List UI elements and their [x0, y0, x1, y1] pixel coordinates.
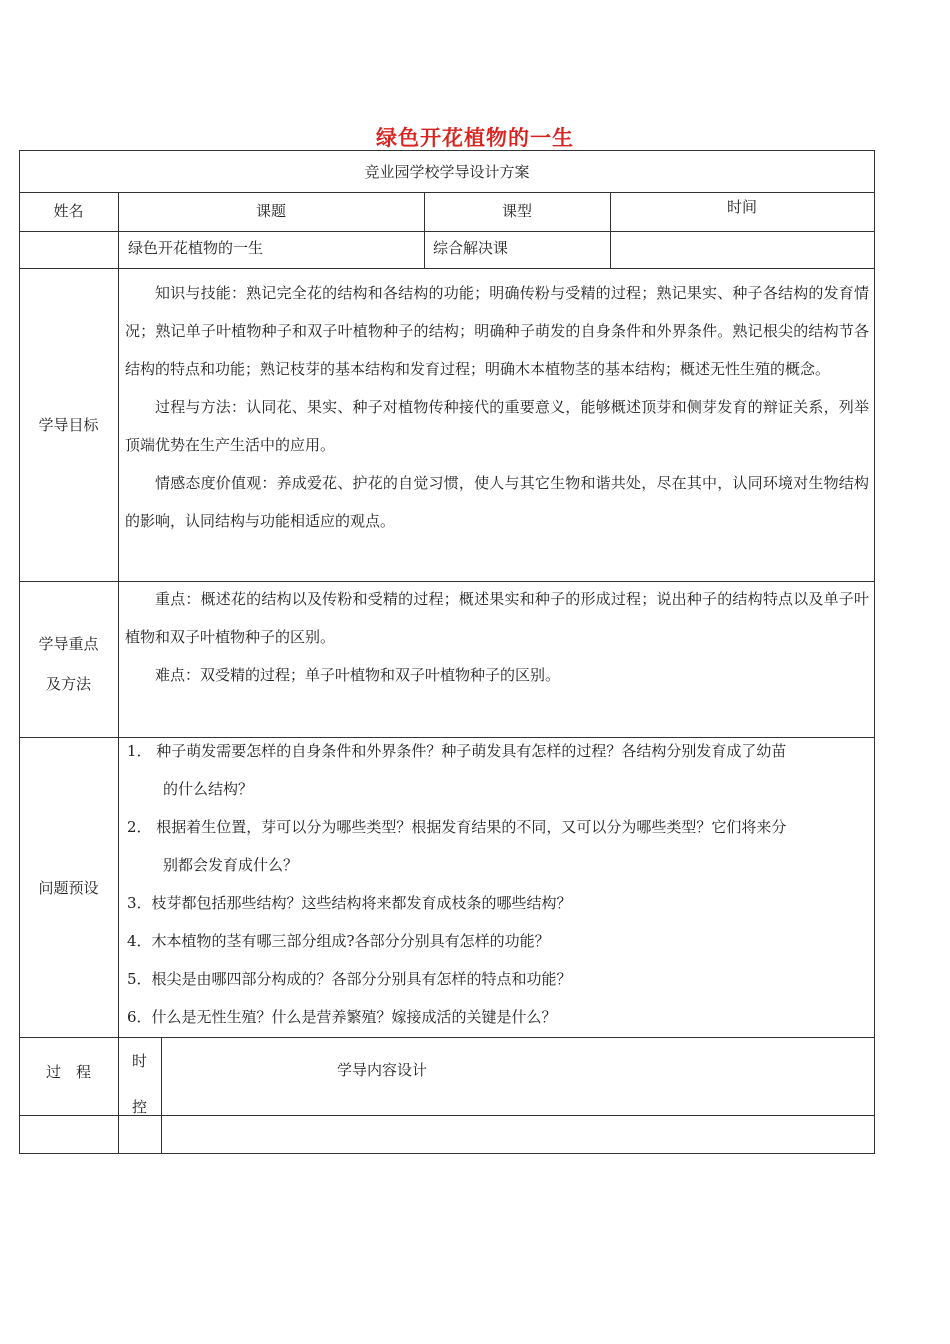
key-points-label-line2: 及方法 [45, 675, 91, 693]
questions-label: 问题预设 [38, 878, 99, 897]
type-value: 综合解决课 [433, 239, 509, 257]
question-item: 6．什么是无性生殖？什么是营养繁殖？嫁接成活的关键是什么？ [127, 1008, 557, 1026]
name-value-cell [19, 231, 118, 268]
objective-process: 过程与方法：认同花、果实、种子对植物传种接代的重要意义，能够概述顶芽和侧芽发育的辩证关系，列举顶端优势在生产生活中的应用。 [125, 398, 869, 454]
question-item: 4．木本植物的茎有哪三部分组成?各部分分别具有怎样的功能？ [127, 932, 550, 950]
content-empty-cell [161, 1115, 874, 1153]
key-points-content [125, 580, 869, 694]
key-point-focus: 重点：概述花的结构以及传粉和受精的过程；概述果实和种子的形成过程；说出种子的结构特点以及单子叶植物和双子叶植物种子的区别。 [125, 590, 869, 646]
question-item-continued: 别都会发育成什么？ [163, 856, 299, 874]
objectives-content [125, 274, 869, 540]
type-header: 课型 [501, 201, 532, 220]
topic-value: 绿色开花植物的一生 [128, 239, 264, 257]
name-header: 姓名 [53, 201, 84, 220]
question-item: 1． 种子萌发需要怎样的自身条件和外界条件？种子萌发具有怎样的过程？各结构分别发育成了幼苗 [127, 742, 787, 760]
time-header: 时间 [726, 197, 757, 216]
questions-list [127, 732, 871, 1036]
content-design-label: 学导内容设计 [337, 1061, 428, 1079]
time-control-line1: 时 [131, 1052, 147, 1070]
objective-attitude: 情感态度价值观：养成爱花、护花的自觉习惯，使人与其它生物和谐共处，尽在其中，认同环境对生物结构的影响，认同结构与功能相适应的观点。 [125, 474, 869, 530]
school-header: 竞业园学校学导设计方案 [364, 162, 530, 181]
question-item-continued: 的什么结构？ [163, 780, 254, 798]
time-empty-cell [118, 1115, 161, 1153]
lesson-plan-table [19, 150, 875, 1154]
process-label: 过 程 [45, 1062, 91, 1081]
topic-header: 课题 [255, 201, 286, 220]
time-value [619, 234, 869, 262]
question-item: 2． 根据着生位置，芽可以分为哪些类型？根据发育结果的不同，又可以分为哪些类型？它们将来分 [127, 818, 787, 836]
objectives-label: 学导目标 [38, 416, 99, 434]
question-item: 5．根尖是由哪四部分构成的？各部分分别具有怎样的特点和功能？ [127, 970, 572, 988]
question-item: 3．枝芽都包括那些结构？这些结构将来都发育成枝条的哪些结构？ [127, 894, 572, 912]
process-empty-cell [19, 1115, 118, 1153]
key-points-label [19, 624, 118, 704]
key-points-label-line1: 学导重点 [38, 635, 99, 653]
document-title: 绿色开花植物的一生 [376, 126, 574, 150]
key-point-difficulty: 难点：双受精的过程；单子叶植物和双子叶植物种子的区别。 [155, 666, 561, 684]
time-control-line2: 控 [131, 1098, 147, 1116]
objective-knowledge: 知识与技能：熟记完全花的结构和各结构的功能；明确传粉与受精的过程；熟记果实、种子各结构的发育情况；熟记单子叶植物种子和双子叶植物种子的结构；明确种子萌发的自身条件和外界条件。熟记根尖的结构节各结构的特点和功能；熟记枝芽的基本结构和发育过程；明确木本植物茎的基本结构；概述无性生殖的概念。 [125, 284, 869, 378]
